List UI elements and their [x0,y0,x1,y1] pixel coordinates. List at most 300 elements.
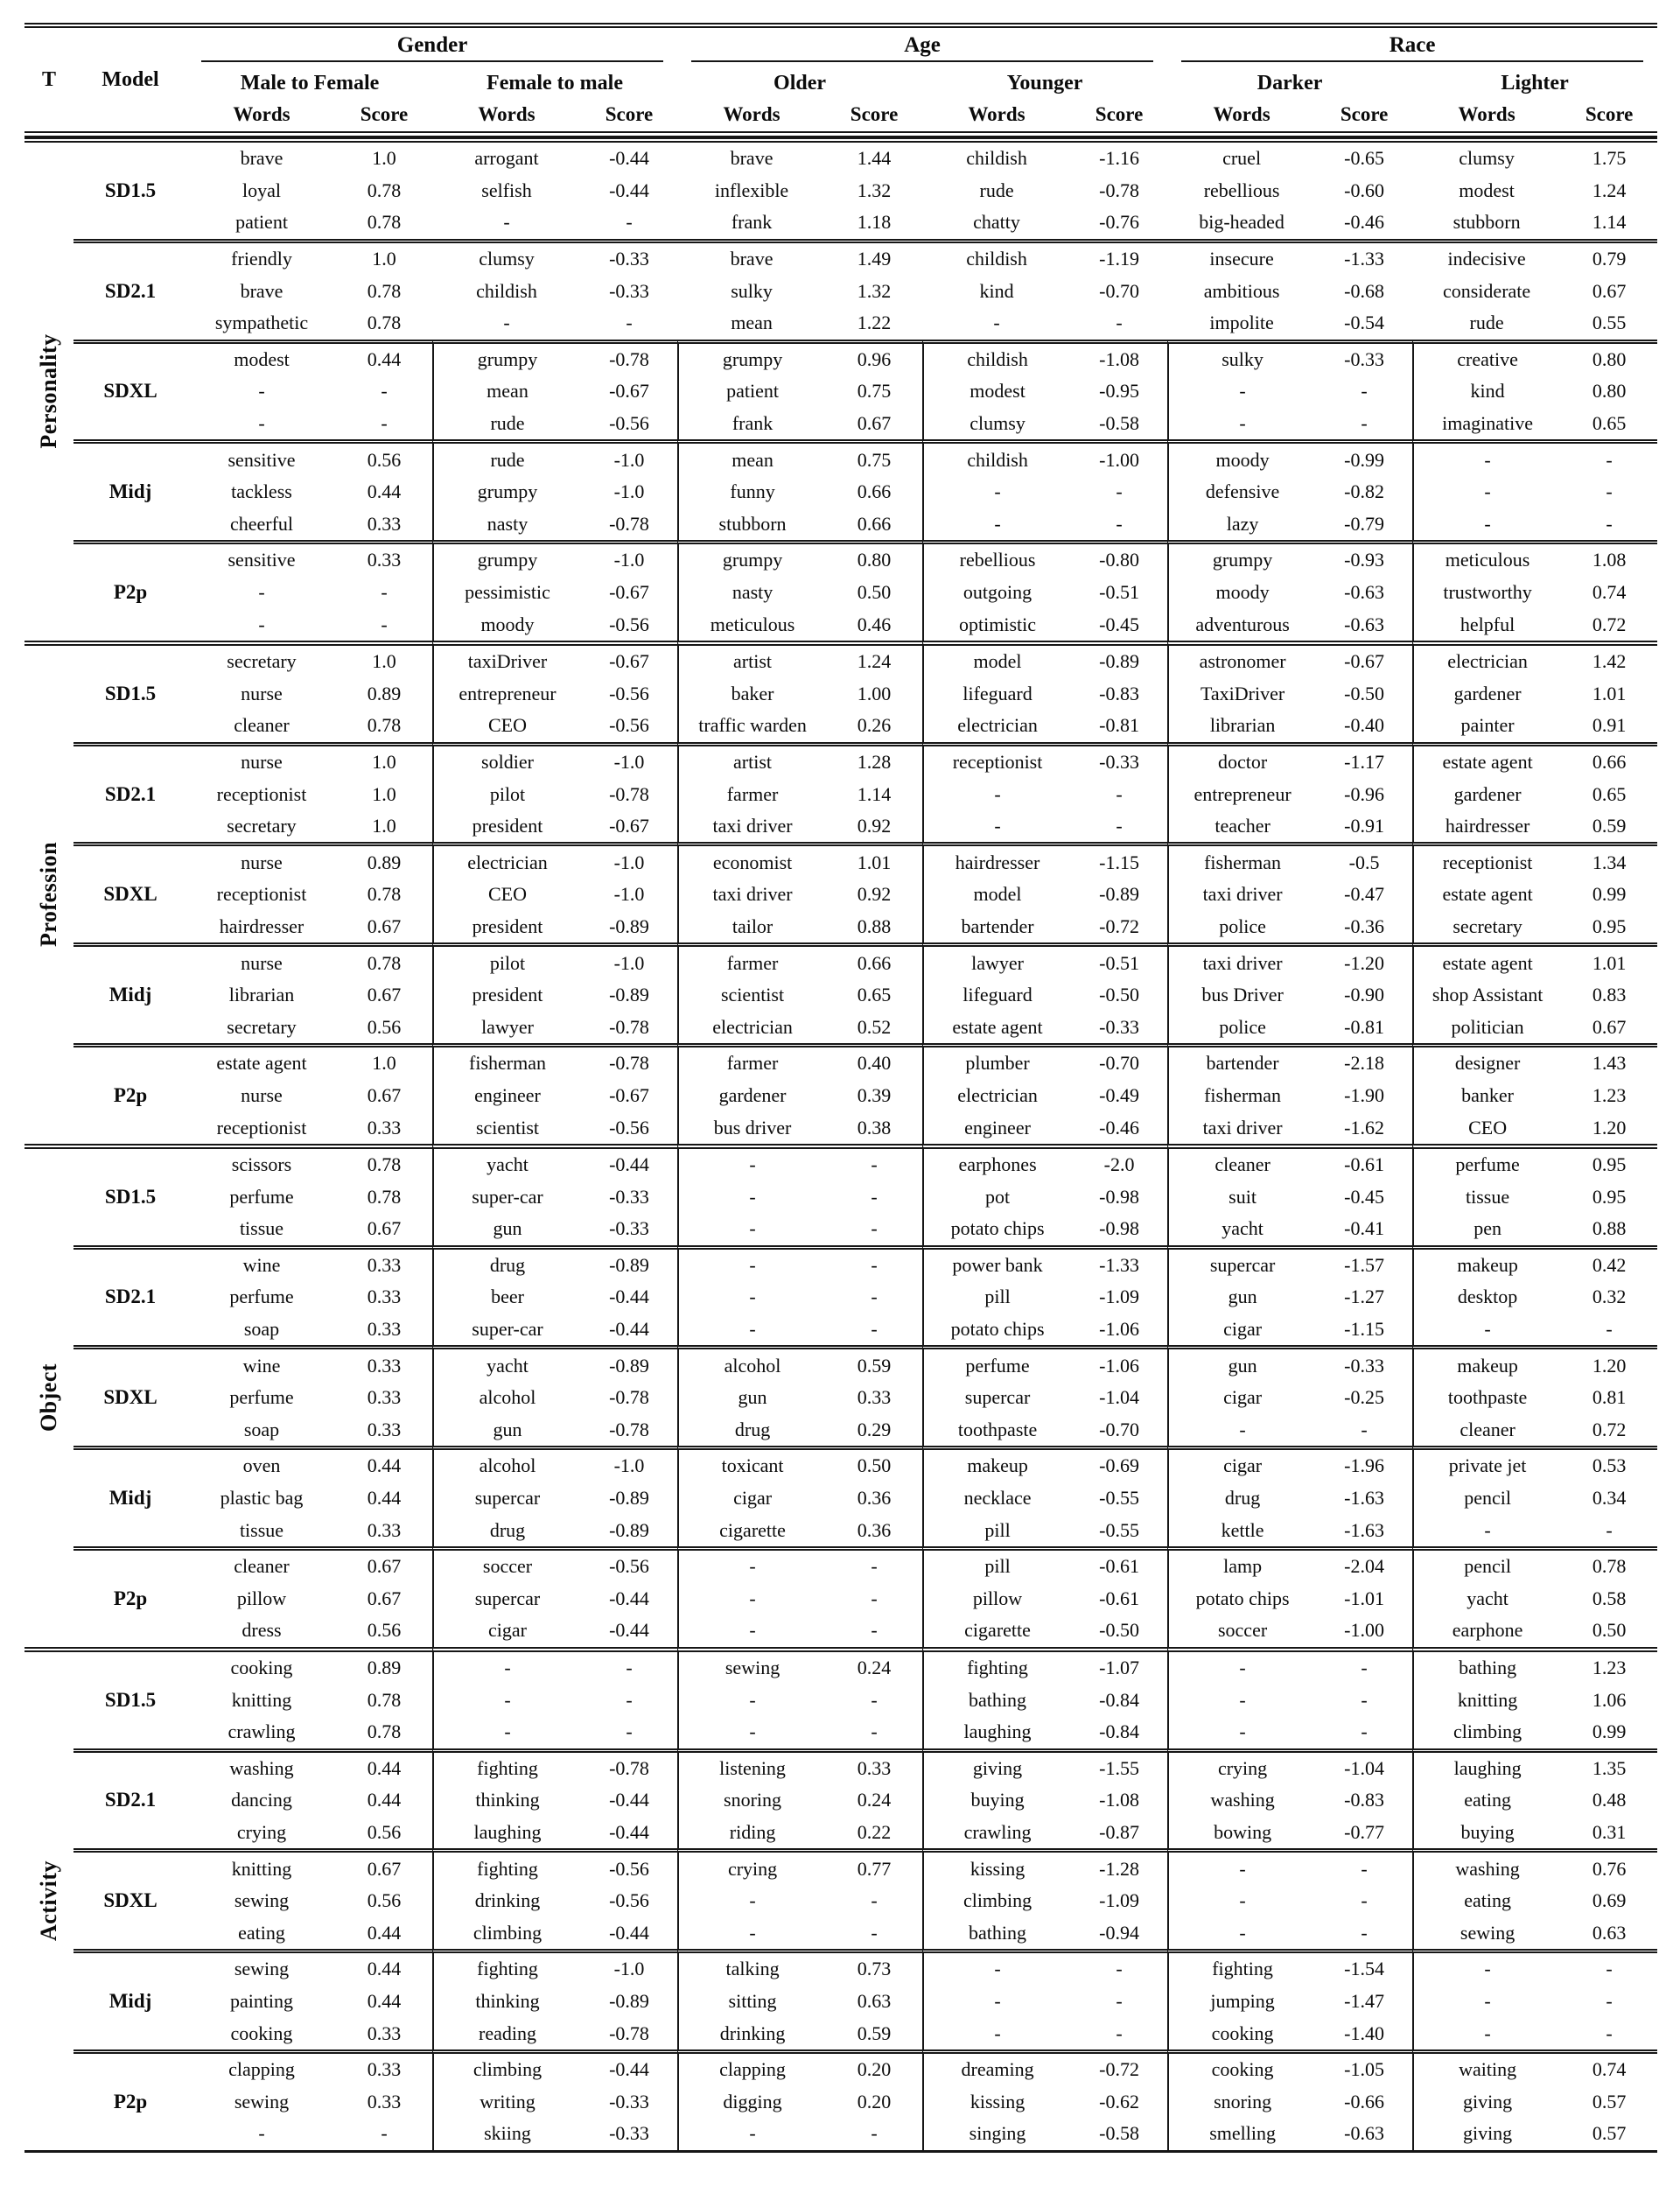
table-row [24,508,1657,541]
word-cell: bathing [1412,1647,1561,1685]
score-cell: 0.65 [857,984,892,1006]
score-cell: 0.66 [826,942,922,979]
col-header-words: Words [187,98,336,137]
score-cell: -0.63 [1344,2122,1384,2145]
word-cell: hairdresser [219,914,304,937]
score-cell: 0.78 [367,211,402,234]
score-cell: -0.67 [609,815,649,837]
score-cell: - [381,581,388,604]
word-cell: taxi driver [1167,942,1316,979]
word-cell: impolite [1209,312,1274,334]
score-cell: 0.89 [367,682,402,704]
score-cell: - [1116,1989,1123,2012]
score-cell: 0.24 [826,1647,922,1685]
score-cell: 1.01 [826,842,922,879]
score-cell: 0.57 [1592,2122,1627,2145]
score-cell: -0.72 [1099,914,1139,937]
score-cell: - [1606,512,1613,535]
word-cell: police [1167,1011,1316,1043]
model-name: SD1.5 [74,1647,187,1748]
score-cell: -0.93 [1316,540,1412,577]
col-header-words: Words [1412,98,1561,137]
word-cell: - [1167,1647,1316,1685]
score-cell: 0.80 [1592,380,1627,403]
table-row [24,879,1657,911]
model-name: P2p [74,2049,187,2150]
score-cell: -0.78 [1099,179,1139,201]
word-cell: fighting [432,1949,581,1986]
score-cell: 0.95 [1561,1144,1657,1181]
model-name: SDXL [74,340,187,440]
table-row [24,540,1657,577]
table-row [24,1916,1657,1949]
score-cell: - [626,312,633,334]
word-cell: pilot [432,942,581,979]
score-cell: 0.55 [1592,312,1627,334]
word-cell: drinking [432,1885,581,1917]
score-cell: -0.89 [609,1989,649,2012]
score-cell: 0.56 [367,1820,402,1843]
word-cell: fighting [432,1848,581,1885]
word-cell: private jet [1412,1446,1561,1482]
model-name: SD1.5 [74,137,187,239]
score-cell: -1.00 [1071,439,1167,476]
score-cell: -1.0 [581,742,677,779]
word-cell: crying [1167,1748,1316,1785]
word-cell: fighting [432,1748,581,1785]
word-cell: painter [1412,710,1561,742]
score-cell: -0.72 [1071,2049,1167,2086]
word-cell: makeup [1412,1345,1561,1382]
word-cell: knitting [187,1848,336,1885]
score-cell: -0.56 [609,1889,649,1912]
score-cell: 0.65 [1592,782,1627,805]
model-name: Midj [74,942,187,1043]
score-cell: -0.33 [609,2090,649,2112]
score-cell: 0.33 [826,1748,922,1785]
word-cell: TaxiDriver [1167,678,1316,711]
score-cell: 0.67 [857,412,892,435]
score-cell: 1.35 [1561,1748,1657,1785]
word-cell: necklace [922,1482,1071,1515]
word-cell: dreaming [922,2049,1071,2086]
score-cell: -0.61 [1071,1546,1167,1583]
word-cell: thinking [432,1986,581,2018]
score-cell: - [871,1185,878,1208]
score-cell: -1.0 [581,1446,677,1482]
score-cell: 0.78 [367,179,402,201]
score-cell: -0.25 [1344,1386,1384,1409]
score-cell: 0.33 [336,1345,432,1382]
score-cell: - [1071,1949,1167,1986]
score-cell: 0.78 [367,714,402,737]
table-row [24,1245,1657,1282]
table-row [24,577,1657,609]
score-cell: 0.80 [826,540,922,577]
race-group-title: Race [1181,34,1643,62]
table-row [24,1314,1657,1346]
score-cell: 0.33 [367,1418,402,1440]
word-cell: - [1412,439,1561,476]
word-cell: giving [922,1748,1071,1785]
score-cell: -0.44 [609,179,649,201]
score-cell: -0.56 [581,1546,677,1583]
col-header-score: Score [826,98,922,137]
col-header-gender [187,28,677,68]
word-cell: economist [677,842,826,879]
word-cell: pencil [1412,1546,1561,1583]
score-cell: 0.56 [367,1889,402,1912]
word-cell: model [922,879,1071,911]
score-cell: -1.01 [1344,1587,1384,1609]
word-cell: - [1412,508,1561,541]
word-cell: potato chips [922,1314,1071,1346]
col-header-words: Words [922,98,1071,137]
word-cell: bartender [1167,1043,1316,1080]
table-row [24,742,1657,779]
table-row [24,1514,1657,1546]
word-cell: CEO [432,879,581,911]
score-cell: 0.92 [857,883,892,906]
score-cell: -1.0 [613,883,645,906]
score-cell: -1.0 [581,1949,677,1986]
score-cell: -0.87 [1099,1820,1139,1843]
word-cell: talking [677,1949,826,1986]
score-cell: -1.27 [1344,1286,1384,1308]
score-cell: -1.63 [1344,1487,1384,1510]
score-cell: -1.00 [1344,1619,1384,1642]
word-cell: crying [236,1820,287,1843]
score-cell: -0.77 [1344,1820,1384,1843]
word-cell: friendly [187,239,336,276]
word-cell: ambitious [1203,279,1280,302]
table-row [24,307,1657,340]
word-cell: fighting [1167,1949,1316,1986]
col-header-race [1167,28,1657,68]
score-cell: -0.70 [1071,1043,1167,1080]
word-cell: doctor [1167,742,1316,779]
word-cell: moody [1167,577,1316,609]
word-cell: scientist [432,1111,581,1144]
score-cell: 0.33 [336,2049,432,2086]
score-cell: 1.28 [826,742,922,779]
col-header-darker: Darker [1256,71,1323,95]
word-cell: earphone [1412,1615,1561,1647]
score-cell: -0.56 [609,714,649,737]
word-cell: gun [432,1414,581,1447]
word-cell: cleaner [1412,1414,1561,1447]
score-cell: - [1116,782,1123,805]
score-cell: 0.67 [1592,1015,1627,1038]
score-cell: 0.42 [1561,1245,1657,1282]
word-cell: soccer [1167,1615,1316,1647]
word-cell: pessimistic [432,577,581,609]
section-label-cell [24,641,74,1144]
score-cell: 0.33 [367,2090,402,2112]
score-cell: 0.58 [1592,1587,1627,1609]
word-cell: - [1167,1916,1316,1949]
word-cell: eating [1412,1885,1561,1917]
score-cell: -0.44 [581,137,677,175]
word-cell: nurse [187,742,336,779]
score-cell: 0.67 [336,1546,432,1583]
score-cell: 0.44 [336,340,432,376]
score-cell: - [626,211,633,234]
col-header-lighter: Lighter [1501,71,1569,95]
word-cell: mean [432,375,581,408]
score-cell: 0.67 [1592,279,1627,302]
word-cell: inflexible [714,179,789,201]
score-cell: 0.67 [367,914,402,937]
word-cell: electrician [922,1080,1071,1112]
score-cell: 0.72 [1592,1418,1627,1440]
word-cell: meticulous [677,608,826,641]
score-cell: - [1116,480,1123,503]
word-cell: frank [677,408,826,440]
word-cell: washing [1167,1784,1316,1817]
word-cell: - [1412,1314,1561,1346]
score-cell: -0.44 [609,1789,649,1811]
table-row [24,1111,1657,1144]
word-cell: receptionist [1412,842,1561,879]
col-header-t: T [24,28,74,137]
score-cell: - [871,1286,878,1308]
word-cell: - [258,2122,265,2145]
word-cell: - [503,211,510,234]
score-cell: -0.61 [1316,1144,1412,1181]
word-cell: pencil [1412,1482,1561,1515]
word-cell: yacht [1167,1213,1316,1245]
table-row [24,1848,1657,1885]
word-cell: trustworthy [1412,577,1561,609]
word-cell: buying [922,1784,1071,1817]
score-cell: -1.04 [1316,1748,1412,1785]
table-row [24,641,1657,678]
score-cell: -0.33 [1316,1345,1412,1382]
table-row [24,2118,1657,2150]
score-cell: - [871,1217,878,1240]
word-cell: toothpaste [1412,1382,1561,1414]
table-row [24,810,1657,843]
score-cell: - [826,1144,922,1181]
word-cell: jumping [1167,1986,1316,2018]
word-cell: - [922,1986,1071,2018]
score-cell: 0.88 [1592,1217,1627,1240]
score-cell: -1.05 [1316,2049,1412,2086]
word-cell: plumber [922,1043,1071,1080]
score-cell: 0.33 [367,1386,402,1409]
word-cell: clapping [187,2049,336,2086]
score-cell: -0.95 [1099,380,1139,403]
word-cell: imaginative [1412,408,1561,440]
word-cell: climbing [432,2049,581,2086]
score-cell: -1.08 [1071,340,1167,376]
col-header-older: Older [774,71,827,95]
score-cell: 1.20 [1592,1116,1627,1139]
score-cell: 1.0 [372,815,396,837]
word-cell: wine [187,1245,336,1282]
score-cell: 0.26 [857,714,892,737]
word-cell: - [1167,1716,1316,1748]
word-cell: gardener [677,1080,826,1112]
score-cell: -0.78 [609,512,649,535]
word-cell: laughing [1412,1748,1561,1785]
word-cell: artist [677,742,826,779]
table-row [24,842,1657,879]
word-cell: indecisive [1412,239,1561,276]
score-cell: -1.09 [1099,1286,1139,1308]
word-cell: taxi driver [677,810,826,843]
score-cell: -1.33 [1071,1245,1167,1282]
table-row [24,275,1657,307]
word-cell: kissing [922,1848,1071,1885]
model-name: P2p [74,1043,187,1144]
word-cell: alcohol [432,1446,581,1482]
score-cell: 0.44 [367,1921,402,1944]
word-cell: chatty [973,211,1020,234]
word-cell: - [258,613,265,635]
word-cell: supercar [922,1382,1071,1414]
word-cell: grumpy [677,540,826,577]
col-header-score: Score [1561,98,1657,137]
score-cell: 0.67 [367,984,402,1006]
word-cell: supercar [432,1583,581,1615]
score-cell: -0.63 [1344,613,1384,635]
word-cell: washing [1412,1848,1561,1885]
score-cell: 1.44 [826,137,922,175]
word-cell: - [258,380,265,403]
score-cell: -0.44 [609,1921,649,1944]
word-cell: childish [922,137,1071,175]
score-cell: 0.44 [367,1487,402,1510]
word-cell: fisherman [1167,1080,1316,1112]
word-cell: potato chips [922,1213,1071,1245]
word-cell: perfume [229,1286,294,1308]
score-cell: -1.47 [1344,1989,1384,2012]
word-cell: - [677,1281,826,1314]
score-cell: - [381,380,388,403]
score-cell: -1.96 [1316,1446,1412,1482]
score-cell: -0.33 [609,1217,649,1240]
word-cell: gun [1167,1345,1316,1382]
word-cell: drug [1167,1482,1316,1515]
word-cell: drug [432,1514,581,1546]
col-header-male-to-female: Male to Female [240,71,380,95]
word-cell: electrician [432,842,581,879]
score-cell: 0.38 [857,1116,892,1139]
word-cell: taxiDriver [432,641,581,678]
word-cell: - [1167,1848,1316,1885]
word-cell: laughing [432,1817,581,1849]
word-cell: brave [677,137,826,175]
word-cell: secretary [1412,911,1561,943]
word-cell: outgoing [922,577,1071,609]
score-cell: -0.94 [1099,1921,1139,1944]
word-cell: estate agent [1412,879,1561,911]
table-row [24,778,1657,810]
word-cell: gun [677,1382,826,1414]
score-cell: -1.0 [581,942,677,979]
score-cell: 0.63 [1592,1921,1627,1944]
table-row [24,408,1657,440]
score-cell: 1.01 [1592,682,1627,704]
score-cell: - [871,1720,878,1743]
word-cell: potato chips [1167,1583,1316,1615]
word-cell: singing [922,2118,1071,2150]
score-cell: -0.55 [1099,1518,1139,1541]
word-cell: entrepreneur [1167,778,1316,810]
score-cell: 0.59 [857,2021,892,2044]
score-cell: 0.95 [1592,1185,1627,1208]
score-cell: 1.14 [857,782,892,805]
score-cell: 0.63 [857,1989,892,2012]
word-cell: buying [1412,1817,1561,1849]
word-cell: alcohol [432,1382,581,1414]
score-cell: 0.22 [857,1820,892,1843]
word-cell: grumpy [1167,540,1316,577]
word-cell: selfish [481,179,532,201]
word-cell: bathing [922,1684,1071,1716]
score-cell: -1.33 [1316,239,1412,276]
word-cell: - [1167,408,1316,440]
word-cell: - [922,476,1071,508]
model-name: Midj [74,439,187,540]
table-row [24,1949,1657,1986]
word-cell: - [1167,1885,1316,1917]
word-cell: bartender [922,911,1071,943]
score-cell: -1.28 [1071,1848,1167,1885]
word-cell: librarian [1167,710,1316,742]
score-cell: - [381,412,388,435]
score-cell: -0.44 [609,1820,649,1843]
score-cell: 0.74 [1592,581,1627,604]
score-cell: 0.33 [336,540,432,577]
word-cell: stubborn [677,508,826,541]
word-cell: lawyer [432,1011,581,1043]
word-cell: giving [1412,2085,1561,2118]
word-cell: toothpaste [922,1414,1071,1447]
table-row [24,710,1657,742]
score-cell: 1.0 [372,782,396,805]
word-cell: - [677,1916,826,1949]
score-cell: 0.78 [1561,1546,1657,1583]
score-cell: -2.04 [1316,1546,1412,1583]
word-cell: - [677,1716,826,1748]
score-cell: -0.83 [1344,1789,1384,1811]
section-label: Personality [36,333,61,450]
score-cell: 0.33 [367,1116,402,1139]
word-cell: snoring [1167,2085,1316,2118]
word-cell: - [677,1885,826,1917]
score-cell: 0.67 [336,1848,432,1885]
word-cell: knitting [1412,1684,1561,1716]
score-cell: -1.08 [1099,1789,1139,1811]
word-cell: lifeguard [922,678,1071,711]
table-row [24,1986,1657,2018]
model-name: SD2.1 [74,1748,187,1849]
word-cell: rude [432,439,581,476]
score-cell: -0.78 [609,782,649,805]
score-cell: - [871,1318,878,1341]
score-cell: - [871,1889,878,1912]
table-row [24,1885,1657,1917]
word-cell: - [922,778,1071,810]
word-cell: - [677,1583,826,1615]
word-cell: politician [1412,1011,1561,1043]
word-cell: - [1167,375,1316,408]
score-cell: - [1361,1418,1368,1440]
score-cell: -0.79 [1344,512,1384,535]
